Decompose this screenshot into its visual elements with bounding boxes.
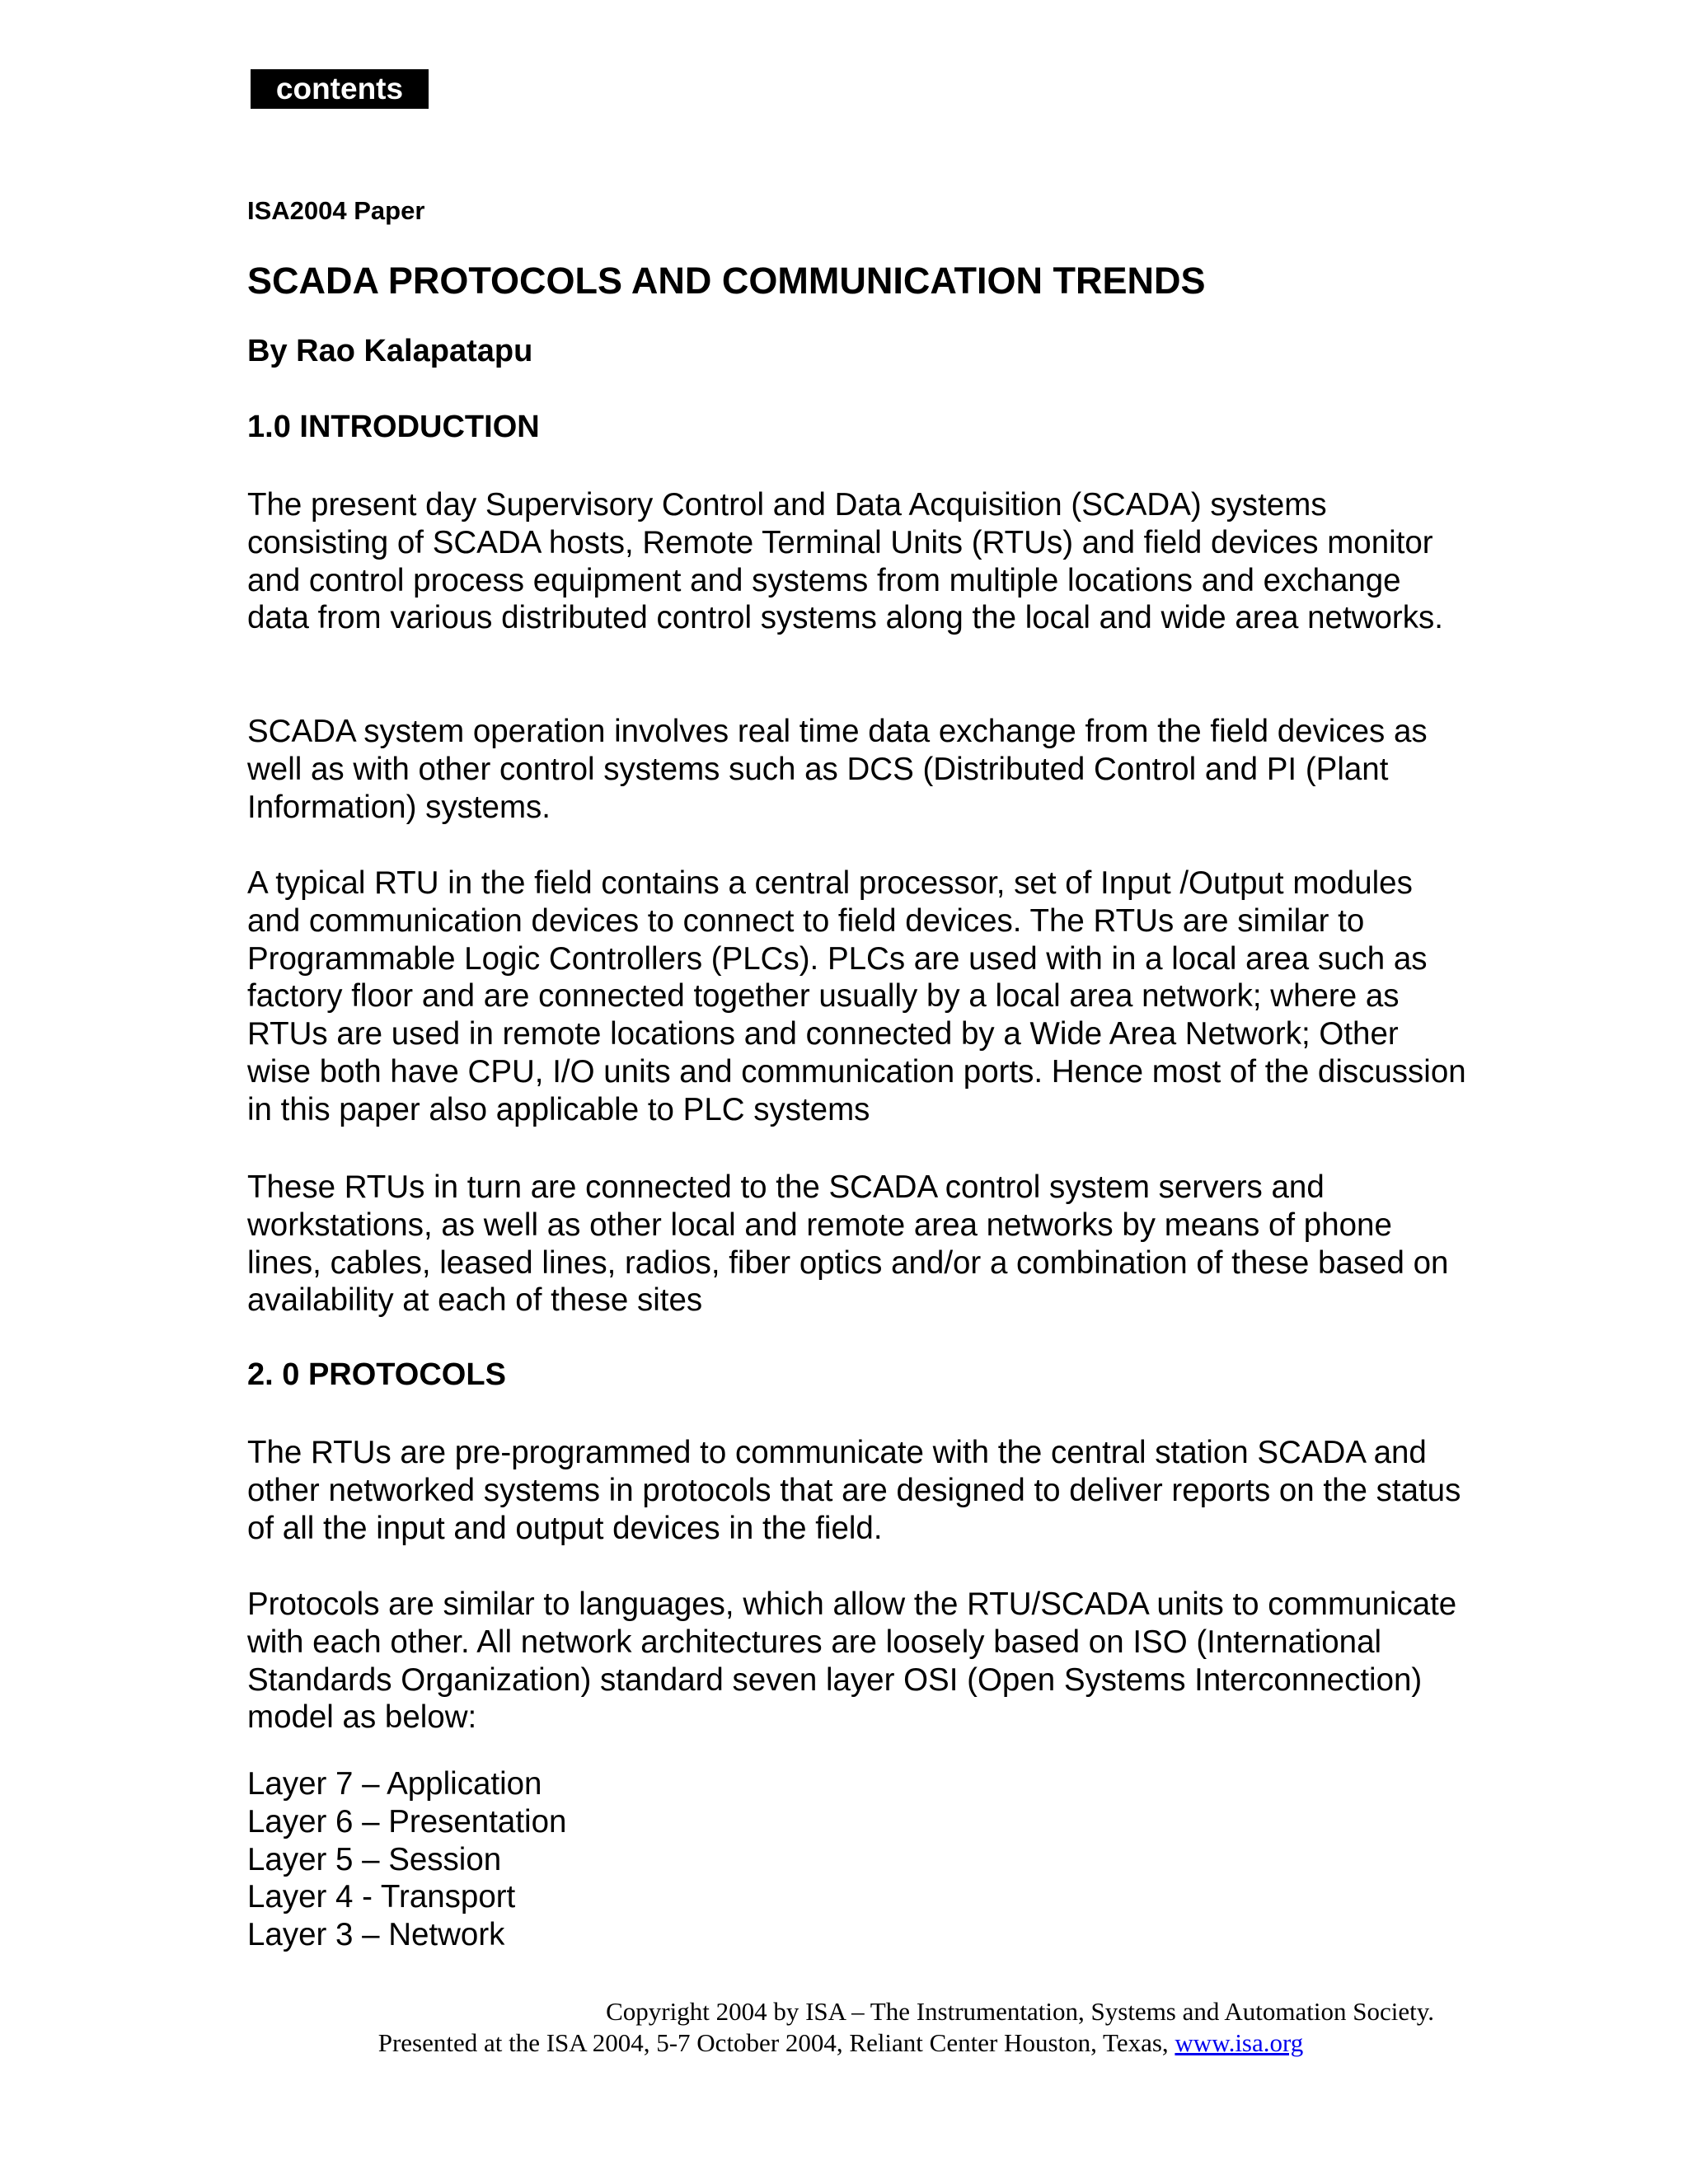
presented-line — [247, 2027, 1434, 2059]
copyright-text: Copyright 2004 by ISA – The Instrumentation, Systems and Automation Society. — [606, 1997, 1434, 2026]
contents-button[interactable]: contents — [251, 69, 429, 109]
paragraph: SCADA system operation involves real time data exchange from the field devices as well as with other control systems such as DCS (Distributed Control and PI (Plant Information) systems. — [247, 714, 1428, 825]
section-heading-introduction: 1.0 INTRODUCTION — [247, 410, 540, 444]
paragraph: Protocols are similar to languages, which allow the RTU/SCADA units to communicate with each other. All network architectures are loosely based on ISO (International Standards Organization) standard seven layer OSI (Open Systems Interconnection) model as below: — [247, 1586, 1457, 1736]
list-item: Layer 5 – Session — [247, 1841, 502, 1877]
paper-label: ISA2004 Paper — [247, 196, 425, 225]
section-heading-protocols: 2. 0 PROTOCOLS — [247, 1357, 506, 1392]
isa-website-link[interactable]: www.isa.org — [1175, 2028, 1304, 2057]
paragraph: The present day Supervisory Control and Data Acquisition (SCADA) systems consisting of SCADA hosts, Remote Terminal Units (RTUs) and field devices monitor and control process equipment and systems from multiple locations and exchange data from various distributed control systems along the local and wide area networks. — [247, 487, 1443, 636]
paragraph: These RTUs in turn are connected to the SCADA control system servers and workstations, as well as other local and remote area networks by means of phone lines, cables, leased lines, radios, fiber optics and/or a combination of these based on availability at each of these sites — [247, 1169, 1449, 1319]
paragraph: The RTUs are pre-programmed to communicate with the central station SCADA and other networked systems in protocols that are designed to deliver reports on the status of all the input and output devices in the field. — [247, 1435, 1461, 1546]
author-line: By Rao Kalapatapu — [247, 334, 533, 368]
paragraph: A typical RTU in the field contains a central processor, set of Input /Output modules and communication devices to connect to field devices. The RTUs are similar to Programmable Logic Controllers (PLCs). PLCs are used with in a local area such as factory floor and are connected together usually by a local area network; where as RTUs are used in remote locations and connected by a Wide Area Network; Other wise both have CPU, I/O units and communication ports. Hence most of the discussion in this paper also applicable to PLC systems — [247, 865, 1466, 1127]
list-item: Layer 6 – Presentation — [247, 1803, 567, 1840]
presented-text: Presented at the ISA 2004, 5-7 October 2004, Reliant Center Houston, Texas, — [377, 2028, 1175, 2057]
list-item: Layer 4 - Transport — [247, 1879, 516, 1915]
osi-layer-list — [247, 1765, 566, 1954]
paper-title: SCADA PROTOCOLS AND COMMUNICATION TRENDS — [247, 260, 1206, 302]
page-footer — [247, 1996, 1434, 2059]
list-item: Layer 3 – Network — [247, 1917, 505, 1953]
list-item: Layer 7 – Application — [247, 1766, 542, 1802]
